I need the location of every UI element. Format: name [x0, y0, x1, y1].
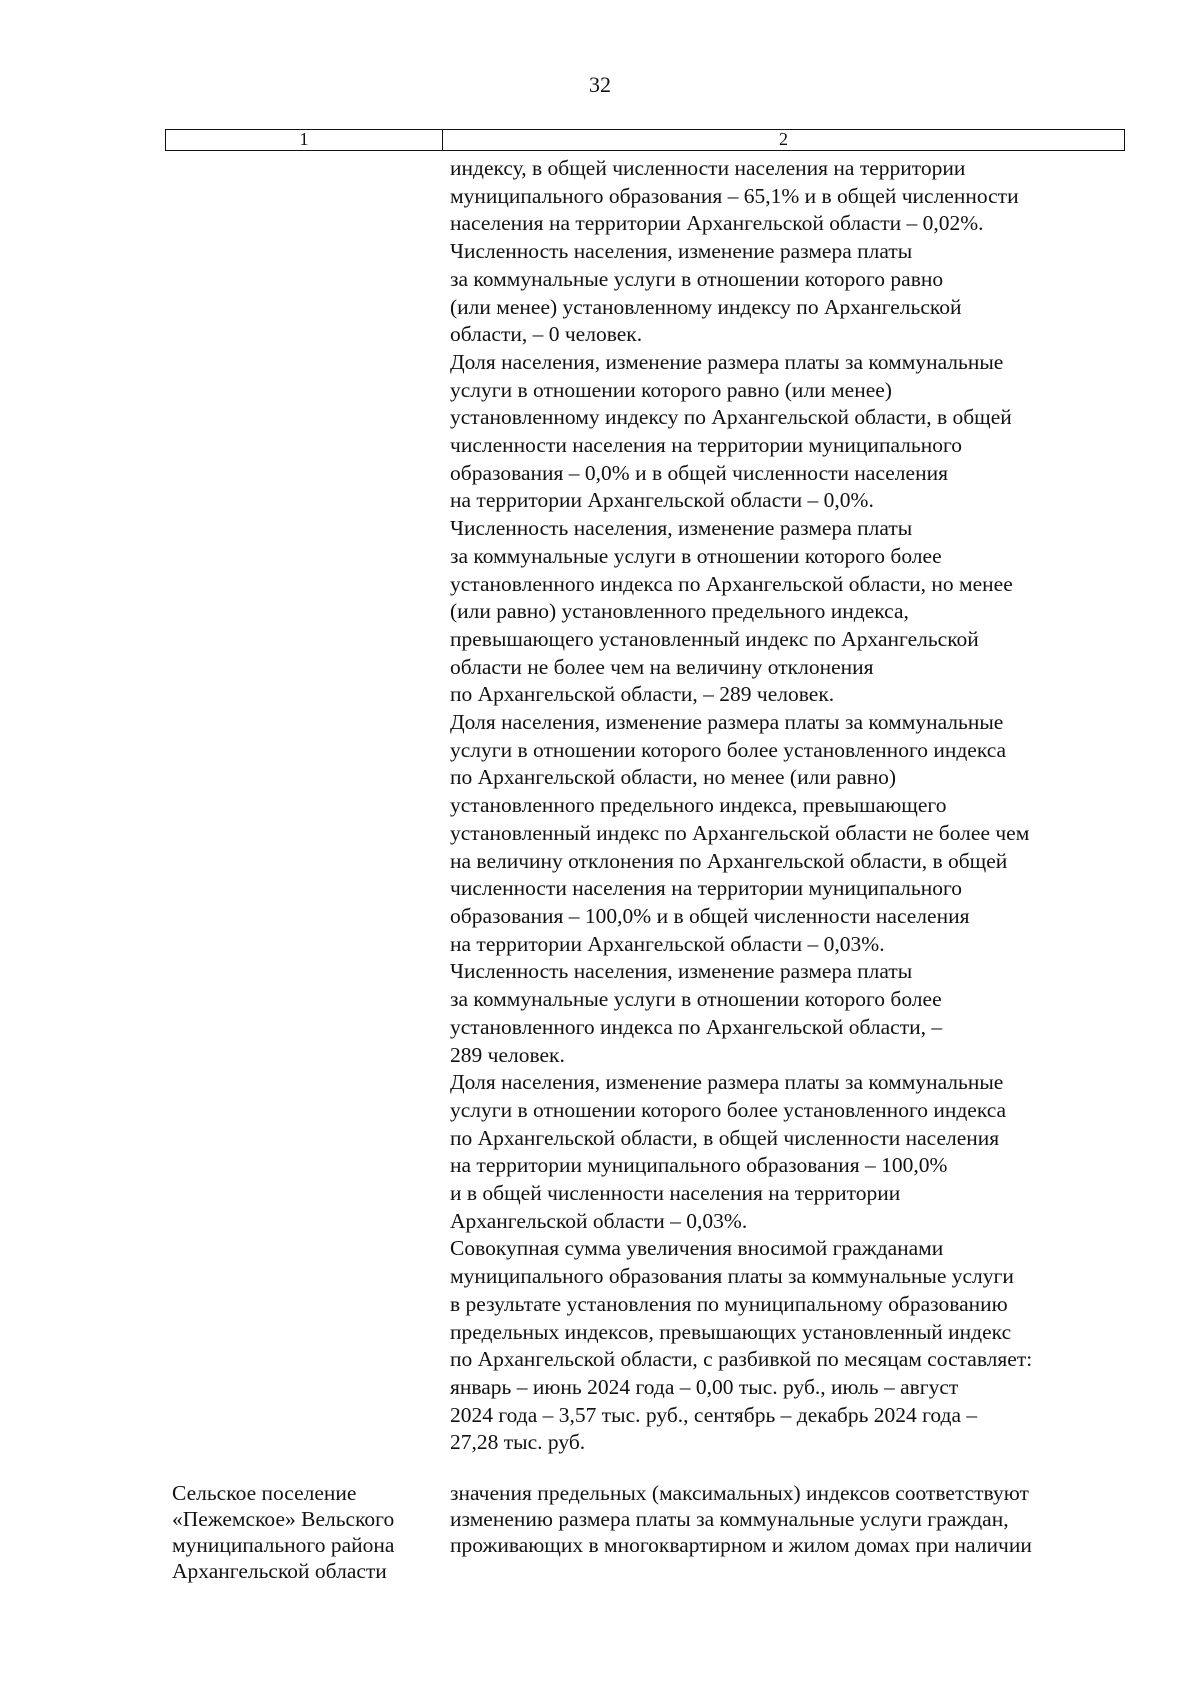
municipality-name-line: муниципального района	[172, 1533, 395, 1557]
continuation-text-line: услуги в отношении которого более установленного индекса	[450, 737, 1007, 762]
continuation-text-line: численности населения на территории муниципального	[450, 876, 963, 901]
continuation-text-line: за коммунальные услуги в отношении которого равно	[450, 266, 944, 291]
continuation-text-line: образования – 0,0% и в общей численности населения	[450, 460, 948, 485]
municipality-name-line: Архангельской области	[172, 1559, 387, 1583]
municipality-description-line: изменению размера платы за коммунальные услуги граждан,	[450, 1507, 1009, 1531]
continuation-text-line: индексу, в общей численности населения на территории	[450, 156, 966, 180]
table-header-row	[165, 129, 1125, 151]
continuation-text-line: (или равно) установленного предельного индекса,	[450, 599, 909, 624]
continuation-text-line: январь – июнь 2024 года – 0,00 тыс. руб., июль – август	[450, 1374, 959, 1399]
continuation-text-line: установленный индекс по Архангельской области не более чем	[450, 820, 1030, 845]
continuation-text-line: за коммунальные услуги в отношении которого более	[450, 987, 942, 1012]
continuation-text-line: (или менее) установленному индексу по Архангельской	[450, 294, 962, 319]
continuation-text-line: Численность населения, изменение размера платы	[450, 959, 913, 984]
continuation-text-line: за коммунальные услуги в отношении которого более	[450, 543, 942, 568]
continuation-text-line: муниципального образования – 65,1% и в общей численности	[450, 183, 1019, 208]
municipality-name-line: «Пежемское» Вельского	[172, 1507, 395, 1531]
continuation-text-line: на территории Архангельской области – 0,0%.	[450, 488, 874, 513]
continuation-text-line: населения на территории Архангельской области – 0,02%.	[450, 211, 984, 236]
continuation-text-line: Доля населения, изменение размера платы за коммунальные	[450, 1070, 1004, 1095]
continuation-text-line: численности населения на территории муниципального	[450, 433, 963, 458]
continuation-text-line: Доля населения, изменение размера платы за коммунальные	[450, 349, 1004, 374]
continuation-text-line: установленного индекса по Архангельской области, но менее	[450, 571, 1013, 596]
continuation-text-line: Численность населения, изменение размера платы	[450, 516, 913, 541]
continuation-text-line: по Архангельской области, но менее (или равно)	[450, 765, 897, 790]
municipality-name-line: Сельское поселение	[172, 1481, 357, 1505]
continuation-text-line: установленного предельного индекса, превышающего	[450, 793, 947, 818]
continuation-text-line: Доля населения, изменение размера платы за коммунальные	[450, 710, 1004, 735]
continuation-text-line: установленного индекса по Архангельской области, –	[450, 1014, 943, 1039]
continuation-text-line: на территории муниципального образования – 100,0%	[450, 1153, 948, 1178]
continuation-text-line: услуги в отношении которого более установленного индекса	[450, 1097, 1007, 1122]
continuation-text-line: по Архангельской области, с разбивкой по месяцам составляет:	[450, 1347, 1033, 1372]
continuation-text-line: Архангельской области – 0,03%.	[450, 1208, 748, 1233]
table-header-col-2: 2	[779, 129, 788, 149]
table-header-col-1: 1	[166, 130, 443, 150]
continuation-text-line: предельных индексов, превышающих установленный индекс	[450, 1319, 1012, 1344]
continuation-text-line: 289 человек.	[450, 1042, 565, 1067]
continuation-text-line: области не более чем на величину отклонения	[450, 654, 874, 679]
municipality-description-line: значения предельных (максимальных) индексов соответствуют	[450, 1481, 1029, 1505]
continuation-text-line: муниципального образования платы за коммунальные услуги	[450, 1264, 1014, 1289]
continuation-text-line: Численность населения, изменение размера платы	[450, 239, 913, 264]
continuation-text-line: 27,28 тыс. руб.	[450, 1430, 586, 1455]
municipality-description-cell	[450, 1480, 1032, 1558]
continuation-text-line: в результате установления по муниципальному образованию	[450, 1291, 1008, 1316]
municipality-name-cell	[172, 1480, 394, 1584]
continuation-text-line: по Архангельской области, – 289 человек.	[450, 682, 835, 707]
continuation-text-line: на территории Архангельской области – 0,03%.	[450, 931, 885, 956]
page-number: 32	[589, 72, 611, 97]
continuation-text-line: 2024 года – 3,57 тыс. руб., сентябрь – декабрь 2024 года –	[450, 1402, 978, 1427]
continuation-text-line: превышающего установленный индекс по Архангельской	[450, 626, 979, 651]
municipality-description-line: проживающих в многоквартирном и жилом домах при наличии	[450, 1533, 1032, 1557]
continuation-text-line: Совокупная сумма увеличения вносимой гражданами	[450, 1236, 944, 1261]
continuation-cell-text	[450, 155, 1032, 1457]
continuation-text-line: образования – 100,0% и в общей численности населения	[450, 903, 970, 928]
continuation-text-line: и в общей численности населения на территории	[450, 1181, 901, 1206]
continuation-text-line: области, – 0 человек.	[450, 322, 643, 347]
continuation-text-line: на величину отклонения по Архангельской области, в общей	[450, 848, 1008, 873]
continuation-text-line: по Архангельской области, в общей численности населения	[450, 1125, 1000, 1150]
continuation-text-line: установленному индексу по Архангельской области, в общей	[450, 405, 1012, 430]
continuation-text-line: услуги в отношении которого равно (или менее)	[450, 377, 892, 402]
